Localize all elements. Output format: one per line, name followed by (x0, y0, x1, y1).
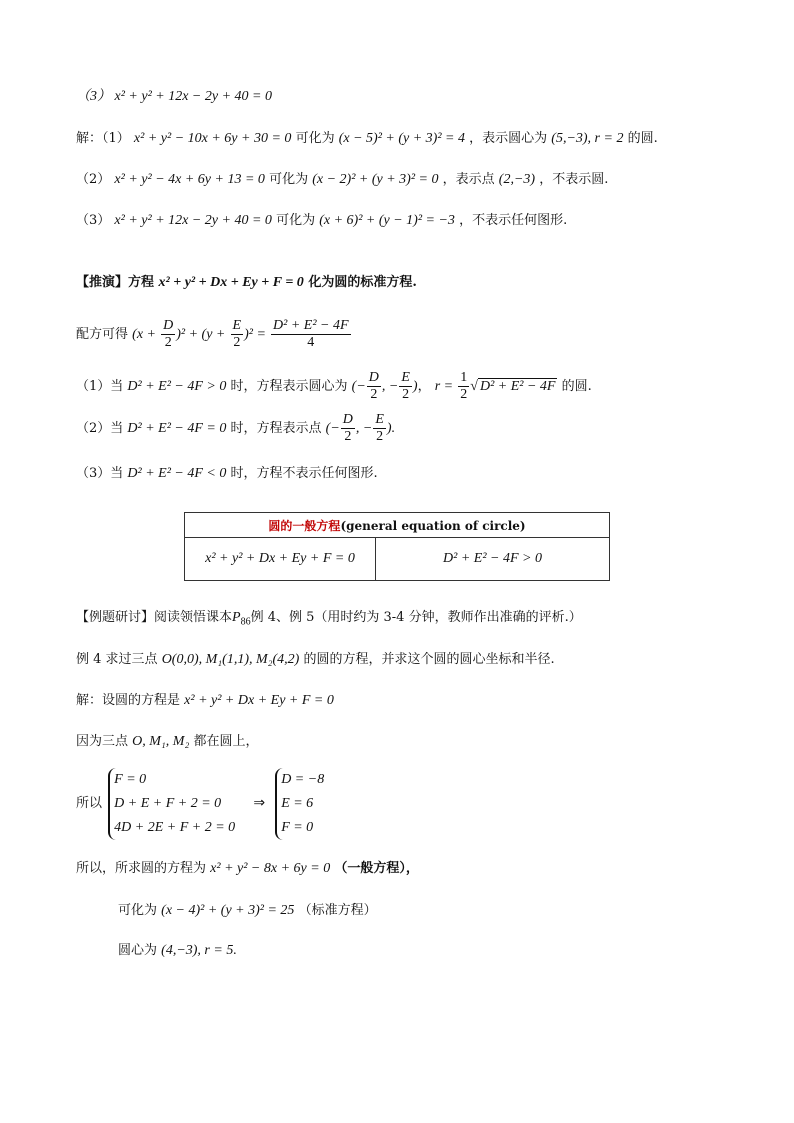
solution-2-line (76, 171, 608, 189)
derive-equation: x² + y² + Dx + Ey + F = 0 (158, 275, 304, 290)
sol1-tail: ，表示圆心为 (469, 131, 548, 146)
case1-end: 的圆. (561, 379, 592, 394)
example-4-line (76, 651, 555, 669)
sol1-end: 的圆. (627, 131, 658, 146)
sys1-row: F = 0 (114, 772, 147, 787)
case-3-line (76, 465, 378, 483)
case3-prefix: （3）当 (76, 466, 124, 481)
sys1-row: D + E + F + 2 = 0 (114, 796, 222, 811)
derive-head: 【推演】方程 (76, 275, 155, 290)
because-b: 都在圆上， (193, 734, 259, 749)
ex-head: 【例题研讨】阅读领悟课本 (76, 610, 233, 625)
ans-a: 所以，所求圆的方程为 (76, 861, 207, 876)
derive-tail: 化为圆的标准方程. (308, 275, 417, 290)
ex-p: P (232, 610, 241, 625)
ex4-sol-equation: x² + y² + Dx + Ey + F = 0 (184, 693, 334, 708)
sys2-row: D = −8 (281, 772, 325, 787)
ex-sub: 86 (240, 616, 251, 628)
case2-prefix: （2）当 (76, 421, 124, 436)
solution-3-line (76, 212, 567, 230)
completing-square-line: 配方可得 (x + $\frac{D}{2}$ )² + (y + $\frac{E}{2}$ )² = $\frac{\text{D² + E² − 4F}}{4}$ (76, 318, 349, 350)
table-right-cell (376, 538, 610, 581)
sol2-standard: (x − 2)² + (y + 3)² = 0 (312, 172, 439, 187)
because-line (76, 733, 258, 751)
sol1-equation: x² + y² − 10x + 6y + 30 = 0 (133, 131, 292, 146)
implies-arrow: ⇒ (253, 796, 266, 811)
sys2-row: E = 6 (281, 796, 314, 811)
table-title-en: (general equation of circle) (340, 518, 526, 533)
sol2-point: (2,−3) (498, 172, 536, 187)
sol3-prefix: （3） (76, 213, 111, 228)
ans-equation: x² + y² − 8x + 6y = 0 (210, 861, 331, 876)
ex-tail: 例 4、例 5（用时约为 3-4 分钟，教师作出准确的评析.） (250, 610, 582, 625)
case1-mid: 时，方程表示圆心为 (230, 379, 348, 394)
derivation-heading (76, 274, 417, 292)
sol2-prefix: （2） (76, 172, 111, 187)
sol2-end: ，不表示圆. (539, 172, 609, 187)
table-general-equation: x² + y² + Dx + Ey + F = 0 (205, 551, 355, 566)
ex4-sol-a: 解：设圆的方程是 (76, 693, 181, 708)
table-title-cn: 圆的一般方程 (268, 518, 341, 533)
solution-1-line (76, 130, 658, 148)
std-b: （标准方程） (298, 903, 377, 918)
standard-form-line (118, 902, 377, 920)
sol3-mid: 可化为 (276, 213, 316, 228)
sol1-prefix: 解：（1） (76, 131, 130, 146)
because-points: O, M₁, M₂ (132, 734, 190, 749)
ans-b: （一般方程）， (334, 861, 419, 876)
center-line (118, 942, 237, 960)
case1-r: r = (434, 379, 454, 394)
exercise-3-text: （3） x² + y² + 12x − 2y + 40 = 0 (76, 89, 272, 104)
case1-sqrt: D² + E² − 4F (479, 379, 556, 394)
because-a: 因为三点 (76, 734, 129, 749)
case3-end: 时，方程不表示任何图形. (230, 466, 378, 481)
table-left-cell (185, 538, 376, 581)
center-value: (4,−3), r = 5. (161, 943, 237, 958)
general-equation-table (184, 512, 610, 581)
ex4-b: 的圆的方程，并求这个圆的圆心坐标和半径. (303, 652, 555, 667)
sol3-equation: x² + y² + 12x − 2y + 40 = 0 (114, 213, 272, 228)
std-equation: (x − 4)² + (y + 3)² = 25 (161, 903, 295, 918)
ex4-a: 例 4 求过三点 (76, 652, 158, 667)
sol3-end: ，不表示任何图形. (459, 213, 568, 228)
example-heading (76, 609, 582, 632)
case2-mid: 时，方程表示点 (230, 421, 322, 436)
case-2-line: （2）当 D² + E² − 4F = 0 时，方程表示点 (− $\frac{D}{2}$ , − $\frac{E}{2}$ ). (76, 412, 396, 444)
sys2-row: F = 0 (281, 820, 314, 835)
sol3-standard: (x + 6)² + (y − 1)² = −3 (319, 213, 455, 228)
system-line (76, 768, 324, 840)
case3-condition: D² + E² − 4F < 0 (127, 466, 227, 481)
equation-system-1 (108, 768, 235, 840)
sys1-row: 4D + 2E + F + 2 = 0 (114, 820, 236, 835)
sol2-equation: x² + y² − 4x + 6y + 13 = 0 (114, 172, 265, 187)
so-label: 所以 (76, 796, 103, 811)
sol1-center: (5,−3), r = 2 (551, 131, 624, 146)
complete-prefix: 配方可得 (76, 327, 129, 342)
table-title (185, 513, 610, 538)
equation-system-2 (275, 768, 324, 840)
case1-prefix: （1）当 (76, 379, 124, 394)
ex4-solution-line (76, 692, 334, 710)
sol2-tail: ，表示点 (442, 172, 495, 187)
case1-condition: D² + E² − 4F > 0 (127, 379, 227, 394)
case-1-line: （1）当 D² + E² − 4F > 0 时，方程表示圆心为 (− $\frac{D}{2}$ , − $\frac{E}{2}$ )， r = $\frac{1}{2}$ √ D² + E² − 4F 的圆. (76, 370, 592, 402)
sol2-mid: 可化为 (269, 172, 309, 187)
center-a: 圆心为 (118, 943, 158, 958)
table-condition: D² + E² − 4F > 0 (443, 551, 542, 566)
case2-condition: D² + E² − 4F = 0 (127, 421, 227, 436)
ex4-points: O(0,0), M₁(1,1), M₂(4,2) (161, 652, 300, 667)
exercise-3-line (76, 88, 272, 106)
sol1-mid: 可化为 (295, 131, 335, 146)
std-a: 可化为 (118, 903, 158, 918)
answer-line (76, 860, 419, 878)
sol1-standard: (x − 5)² + (y + 3)² = 4 (338, 131, 465, 146)
